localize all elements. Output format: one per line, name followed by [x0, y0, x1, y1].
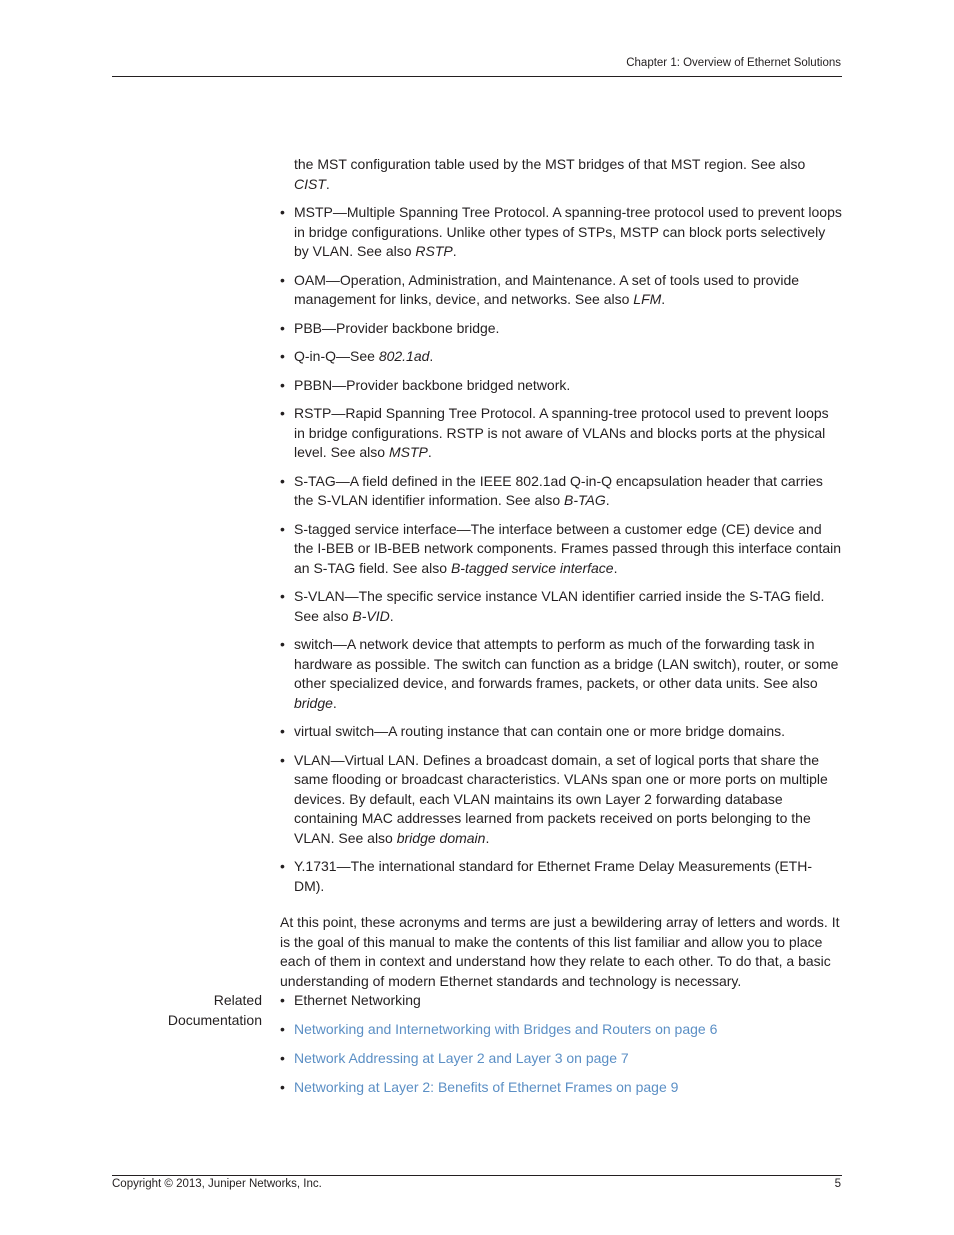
bullet-icon: • — [280, 1050, 285, 1066]
term-text: VLAN—Virtual LAN. Defines a broadcast domain, a set of logical ports that share the same flooding or broadcast characteristics. VLANs span one or more ports on multiple devices. By default, each VLAN maintains its own Layer 2 forwarding database containing MAC addresses learned from packets received on ports belonging to the VLAN. See also — [294, 751, 828, 846]
term-item — [280, 376, 842, 396]
bullet-icon: • — [280, 1079, 285, 1095]
term-see-also-ref: LFM — [633, 291, 662, 307]
term-item — [280, 319, 842, 339]
term-item — [280, 857, 842, 896]
term-text: virtual switch—A routing instance that can contain one or more bridge domains. — [294, 723, 786, 739]
term-end: . — [613, 559, 618, 576]
term-text: MSTP—Multiple Spanning Tree Protocol. A spanning-tree protocol used to prevent loops in bridge configurations. Unlike other types of STPs, MSTP can block ports selectively by VLAN. See also — [294, 204, 842, 259]
bullet-icon: • — [280, 520, 285, 537]
term-text: S-tagged service interface—The interface between a customer edge (CE) device and the I-BEB or IB-BEB network components. Frames passed through this interface contain an S-TAG field. See also — [294, 520, 842, 576]
term-item — [280, 203, 842, 262]
term-end: . — [661, 291, 666, 307]
term-item — [280, 751, 842, 849]
related-label-line1: Related — [213, 992, 262, 1008]
running-header: Chapter 1: Overview of Ethernet Solutions — [626, 57, 841, 69]
term-text: S-TAG—A field defined in the IEEE 802.1ad Q-in-Q encapsulation header that carries the S-VLAN identifier information. See also — [294, 472, 823, 508]
bullet-icon: • — [280, 858, 285, 874]
related-item[interactable] — [280, 1077, 842, 1106]
term-item — [280, 520, 842, 579]
bullet-icon: • — [280, 723, 285, 739]
term-see-also-ref: 802.1ad — [378, 348, 430, 364]
term-item — [280, 404, 842, 463]
term-end: . — [389, 607, 394, 624]
term-end: . — [605, 492, 610, 508]
bullet-icon: • — [280, 376, 285, 393]
continued-end: . — [325, 175, 330, 192]
related-link[interactable]: Network Addressing at Layer 2 and Layer 3 on page 7 — [294, 1050, 629, 1066]
body-paragraph: At this point, these acronyms and terms are just a bewildering array of letters and words. It is the goal of this manual to make the contents of this list familiar and allow you to place each of them in context and understand how they relate to each other. To do that, a basic understanding of modern Ethernet standards and technology is necessary. — [280, 914, 840, 989]
page-number: 5 — [834, 1178, 841, 1190]
term-item — [280, 472, 842, 511]
bullet-icon: • — [280, 204, 285, 220]
bullet-icon: • — [280, 348, 285, 364]
term-see-also-ref: B-VID — [352, 607, 390, 624]
term-end: . — [332, 694, 337, 711]
term-item — [280, 587, 842, 626]
related-item — [280, 990, 842, 1019]
term-text: PBBN—Provider backbone bridged network. — [294, 376, 571, 393]
term-see-also-ref: B-tagged service interface — [450, 559, 614, 576]
term-see-also-ref: bridge domain — [396, 829, 486, 846]
bullet-icon: • — [280, 472, 285, 489]
bullet-icon: • — [280, 751, 285, 768]
term-text: RSTP—Rapid Spanning Tree Protocol. A spanning-tree protocol used to prevent loops in bridge configurations. RSTP is not aware of VLANs and blocks ports at the physical level. See also — [294, 405, 829, 460]
related-text: Ethernet Networking — [294, 992, 421, 1008]
related-documentation-label — [168, 990, 262, 1030]
related-item[interactable] — [280, 1019, 842, 1048]
related-link[interactable]: Networking at Layer 2: Benefits of Ethernet Frames on page 9 — [294, 1079, 679, 1095]
header-rule — [112, 76, 842, 77]
bullet-icon: • — [280, 636, 285, 652]
term-end: . — [452, 243, 457, 259]
related-documentation-list — [280, 990, 842, 1106]
term-see-also-ref: MSTP — [388, 444, 428, 460]
term-see-also-ref: B-TAG — [564, 492, 606, 508]
term-item — [280, 271, 842, 310]
related-label-line2: Documentation — [167, 1012, 262, 1028]
term-text: PBB—Provider backbone bridge. — [294, 319, 500, 336]
bullet-icon: • — [280, 992, 285, 1008]
term-text: S-VLAN—The specific service instance VLAN identifier carried inside the S-TAG field. See also — [294, 588, 825, 624]
related-item[interactable] — [280, 1048, 842, 1077]
related-link[interactable]: Networking and Internetworking with Bridges and Routers on page 6 — [294, 1021, 718, 1037]
continued-ref: CIST — [294, 175, 326, 192]
term-see-also-ref: RSTP — [415, 243, 453, 259]
continued-paragraph — [294, 155, 842, 194]
term-text: Y.1731—The international standard for Ethernet Frame Delay Measurements (ETH-DM). — [294, 858, 812, 894]
footer-rule — [112, 1175, 842, 1176]
bullet-icon: • — [280, 588, 285, 604]
bullet-icon: • — [280, 319, 285, 336]
term-text: Q-in-Q—See — [294, 348, 379, 364]
term-text: switch—A network device that attempts to perform as much of the forwarding task in hardware as possible. The switch can function as a bridge (LAN switch), router, or some other specialized device, and forwards frames, packets, or other data units. See also — [294, 636, 839, 691]
bullet-icon: • — [280, 1021, 285, 1037]
terms-list — [280, 203, 842, 896]
term-text: OAM—Operation, Administration, and Maintenance. A set of tools used to provide management for links, device, and networks. See also — [294, 271, 800, 307]
term-item — [280, 635, 842, 713]
continued-text: the MST configuration table used by the MST bridges of that MST region. See also — [294, 156, 806, 172]
footer-copyright: Copyright © 2013, Juniper Networks, Inc. — [112, 1178, 322, 1190]
term-item — [280, 347, 842, 367]
term-end: . — [429, 348, 434, 364]
bullet-icon: • — [280, 271, 285, 288]
term-item — [280, 722, 842, 742]
term-end: . — [427, 444, 432, 460]
main-content — [280, 155, 842, 991]
bullet-icon: • — [280, 405, 285, 421]
term-see-also-ref: bridge — [294, 694, 333, 711]
term-end: . — [485, 829, 490, 846]
